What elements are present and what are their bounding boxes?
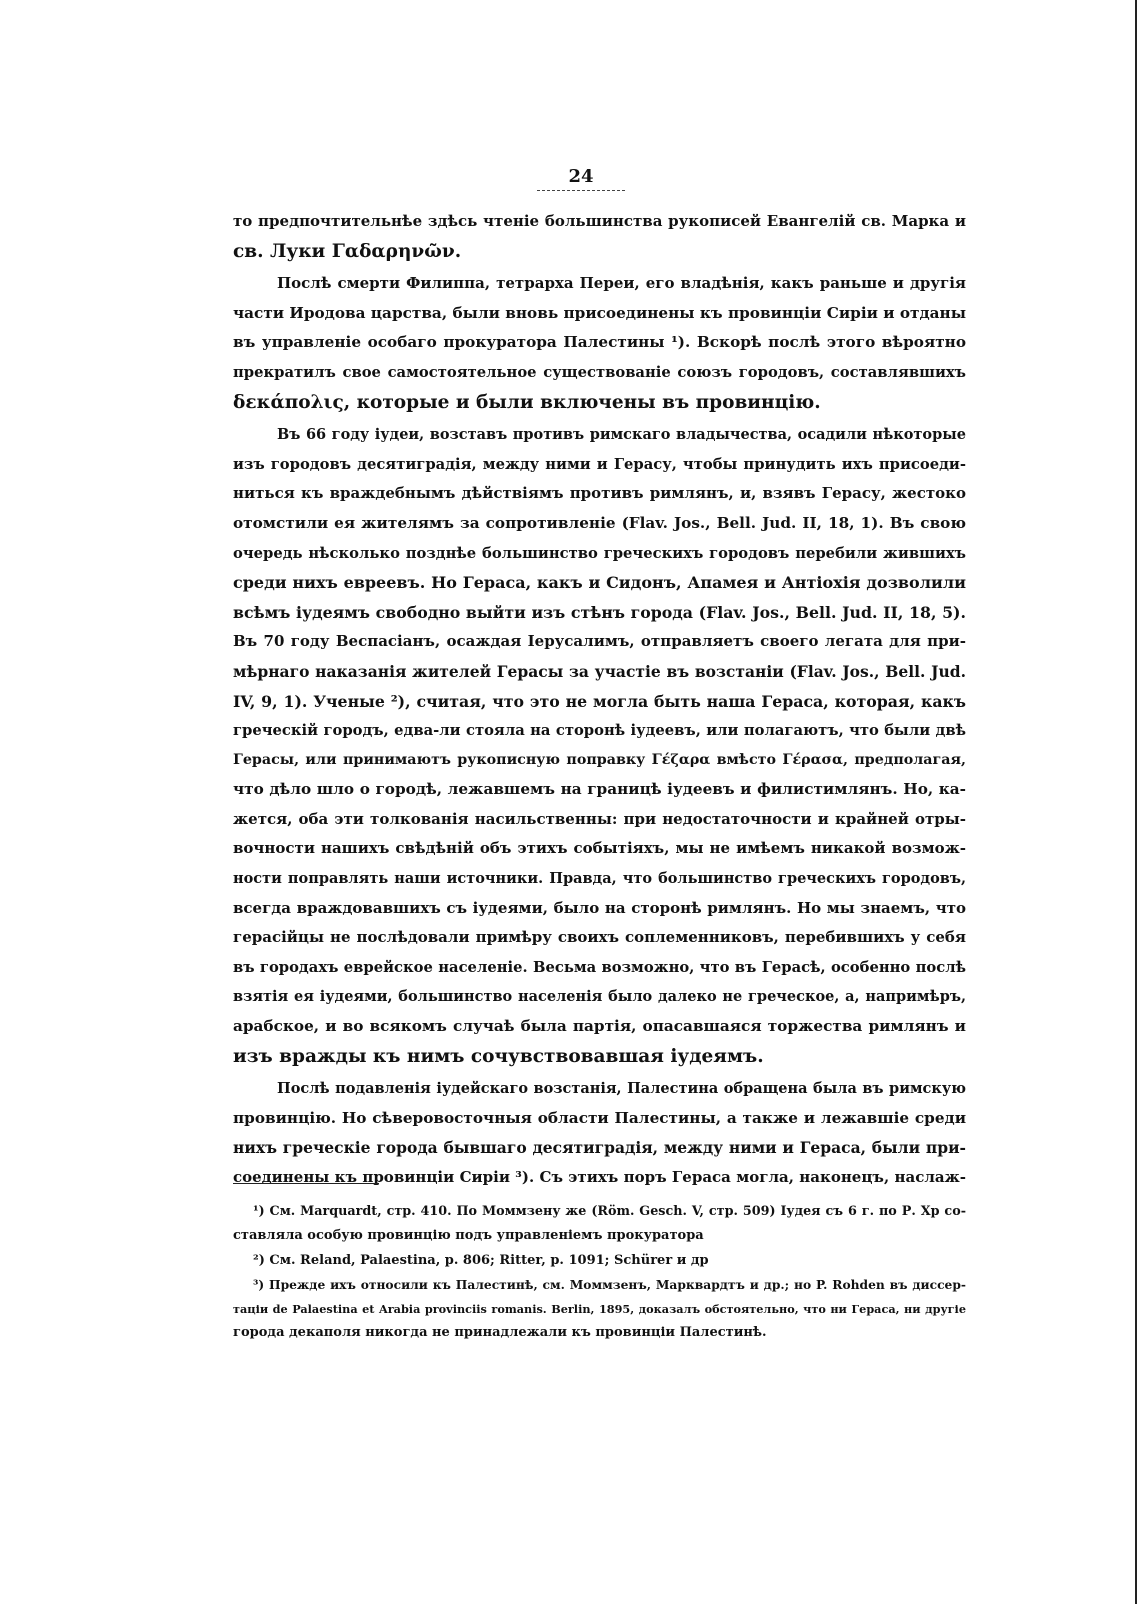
- text-line: очередь нѣсколько позднѣе большинство греческихъ городовъ перебили жившихъ: [233, 544, 966, 562]
- footnote-line: ³) Прежде ихъ относили къ Палестинѣ, см. Моммзенъ, Марквардтъ и др.; но P. Rohden въ диссер-: [253, 1276, 966, 1292]
- text-line: изъ городовъ десятиградія, между ними и Герасу, чтобы принудить ихъ присоеди-: [233, 455, 966, 473]
- text-line: прекратилъ свое самостоятельное существованіе союзъ городовъ, составлявшихъ: [233, 363, 966, 381]
- text-line: изъ вражды къ нимъ сочувствовавшая іудеямъ.: [233, 1045, 764, 1067]
- page-edge: [1135, 0, 1137, 1604]
- text-line: всегда враждовавшихъ съ іудеями, было на сторонѣ римлянъ. Но мы знаемъ, что: [233, 898, 966, 917]
- text-line: взятія ея іудеями, большинство населенія было далеко не греческое, а, напримѣръ,: [233, 988, 966, 1006]
- text-line: IV, 9, 1). Ученые ²), считая, что это не могла быть наша Гераса, которая, какъ: [233, 691, 966, 711]
- text-line: греческій городъ, едва-ли стояла на сторонѣ іудеевъ, или полагаютъ, что были двѣ: [233, 722, 966, 740]
- text-line: Въ 66 году іудеи, возставъ противъ римскаго владычества, осадили нѣкоторые: [277, 426, 966, 444]
- text-line: Въ 70 году Веспасіанъ, осаждая Іерусалимъ, отправляетъ своего легата для при-: [233, 632, 966, 651]
- footnote-separator: [233, 1183, 379, 1184]
- text-line: жется, оба эти толкованія насильственны: при недостаточности и крайней отры-: [233, 809, 966, 828]
- text-line: среди нихъ евреевъ. Но Гераса, какъ и Сидонъ, Апамея и Антіохія дозволили: [233, 573, 966, 593]
- page-number: 24: [568, 166, 594, 187]
- text-line: нихъ греческіе города бывшаго десятиградія, между ними и Гераса, были при-: [233, 1138, 966, 1158]
- text-line: отомстили ея жителямъ за сопротивленіе (Flav. Jos., Bell. Jud. II, 18, 1). Въ свою: [233, 513, 966, 532]
- text-line: въ управленіе особаго прокуратора Палестины ¹). Вскорѣ послѣ этого вѣроятно: [233, 333, 966, 352]
- page-number-rule: [537, 190, 625, 191]
- footnotes: [233, 1200, 966, 1346]
- text-line: соединены къ провинціи Сиріи ³). Съ этихъ поръ Гераса могла, наконецъ, наслаж-: [233, 1168, 966, 1186]
- text-line: Герасы, или принимаютъ рукописную поправку Γέζαρα вмѣсто Γέρασα, предполагая,: [233, 751, 966, 768]
- body-text: [233, 207, 966, 1193]
- footnote-line: города декаполя никогда не принадлежали къ провинціи Палестинѣ.: [233, 1325, 767, 1341]
- text-line: провинцію. Но сѣверовосточныя области Палестины, а также и лежавшіе среди: [233, 1108, 966, 1127]
- text-line: вочности нашихъ свѣдѣній объ этихъ событіяхъ, мы не имѣемъ никакой возмож-: [233, 839, 966, 858]
- text-line: св. Луки Γαδαρηνῶν.: [233, 240, 462, 262]
- footnote-line: ²) См. Reland, Palaestina, p. 806; Ritter, p. 1091; Schürer и др: [253, 1252, 709, 1268]
- text-line: δεκάπολις, которые и были включены въ провинцію.: [233, 391, 821, 413]
- text-line: что дѣло шло о городѣ, лежавшемъ на границѣ іудеевъ и филистимлянъ. Но, ка-: [233, 780, 966, 799]
- text-line: Послѣ смерти Филиппа, тетрарха Переи, его владѣнія, какъ раньше и другія: [277, 274, 966, 293]
- footnote-line: ставляла особую провинцію подъ управленіемъ прокуратора: [233, 1228, 704, 1244]
- text-line: въ городахъ еврейское населеніе. Весьма возможно, что въ Герасѣ, особенно послѣ: [233, 958, 966, 976]
- footnote-line: ¹) См. Marquardt, стр. 410. По Моммзену же (Röm. Gesch. V, стр. 509) Іудея съ 6 г. по Р. Хр со-: [253, 1204, 966, 1219]
- text-line: всѣмъ іудеямъ свободно выйти изъ стѣнъ города (Flav. Jos., Bell. Jud. II, 18, 5).: [233, 602, 966, 622]
- text-line: мѣрнаго наказанія жителей Герасы за участіе въ возстаніи (Flav. Jos., Bell. Jud.: [233, 661, 966, 681]
- text-line: Послѣ подавленія іудейскаго возстанія, Палестина обращена была въ римскую: [277, 1080, 966, 1098]
- text-line: то предпочтительнѣе здѣсь чтеніе большинства рукописей Евангелій св. Марка и: [233, 212, 966, 230]
- text-line: части Иродова царства, были вновь присоединены къ провинціи Сиріи и отданы: [233, 303, 966, 322]
- text-line: герасійцы не послѣдовали примѣру своихъ соплеменниковъ, перебившихъ у себя: [233, 928, 966, 947]
- footnote-line: таціи de Palaestina et Arabia provinciis romanis. Berlin, 1895, доказалъ обстоятельно, что ни Гераса, ни другіе: [233, 1302, 966, 1317]
- text-line: арабское, и во всякомъ случаѣ была партія, опасавшаяся торжества римлянъ и: [233, 1017, 966, 1036]
- text-line: ности поправлять наши источники. Правда, что большинство греческихъ городовъ,: [233, 870, 966, 888]
- text-line: ниться къ враждебнымъ дѣйствіямъ противъ римлянъ, и, взявъ Герасу, жестоко: [233, 484, 966, 503]
